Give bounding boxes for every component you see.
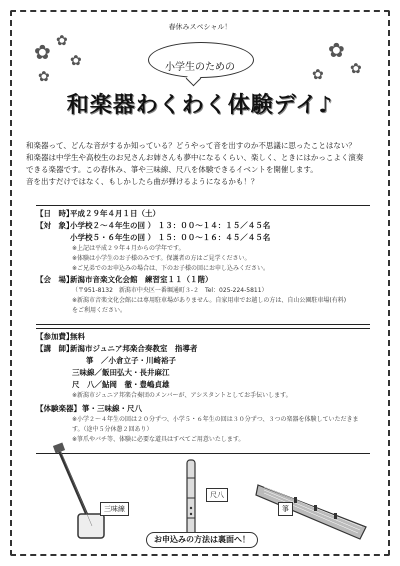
koto-label: 箏 (278, 502, 293, 516)
details-block-main (36, 205, 370, 325)
venue-address: （〒951-8132 新潟市中央区一番堀通町３-２ Tel：025-224-5811） (72, 287, 268, 294)
venue-note: をご利用ください。 (72, 307, 127, 314)
flower-icon: ✿ (328, 38, 345, 62)
shakuhachi-label: 尺八 (206, 488, 228, 502)
target-label: 【対 象】 (36, 221, 74, 230)
intro-line: できる楽器です。この春休み、箏や三味線、尺八を体験できるイベントを開催します。 (26, 165, 318, 174)
venue-note: ※新潟市音楽文化会館には専用駐車場がありません。自家用車でお越しの方は、自山公園駐車場(有料) (72, 297, 347, 304)
instrument-label: 【体験楽器】 (36, 404, 81, 413)
flower-icon: ✿ (312, 67, 324, 83)
koto-icon (254, 465, 374, 545)
target-note: ※ご兄弟でのお申込みの場合は、下のお子様の回にお申し込みください。 (72, 265, 270, 272)
fee-value: 無料 (70, 332, 85, 341)
target-session-2: 小学校５・６年生の回 ） １５：００～１６：４５／４５名 (70, 233, 271, 242)
fee-label: 【参加費】 (36, 332, 74, 341)
instrument-value: 箏・三味線・尺八 (82, 404, 142, 413)
instrument-note: ※箏爪やバチ等、体験に必要な道具はすべてご用意いたします。 (72, 436, 245, 443)
flower-icon: ✿ (34, 40, 51, 64)
teacher-label: 【講 師】 (36, 344, 74, 353)
intro-line: 和楽器は中学生や高校生のお兄さんお姉さんも夢中になるくらい、楽しく、ときにはかっこよく演奏 (26, 153, 364, 162)
spring-special-label: 春休みスペシャル！ (168, 23, 232, 31)
intro-line: 和楽器って、どんな音がするか知っている？どうやって音を出すのか不思議に思ったことはない？ (26, 141, 356, 150)
instrument-note: ※小学２～４年生の回は２０分ずつ、小学５・６年生の回は３０分ずつ、３つの楽器を体験していただきま (72, 416, 359, 423)
flower-icon: ✿ (350, 61, 362, 77)
teacher-note: ※新潟市ジュニア邦楽合奏団のメンバーが、アシスタントとしてお手伝いします。 (72, 392, 292, 399)
intro-line: 音を出すだけではなく、もしかしたら曲が弾けるようになるかも！？ (26, 177, 259, 186)
flyer-page (10, 10, 390, 556)
target-note: ※上記は平成２９年４月からの学年です。 (72, 245, 185, 252)
page-title: 和楽器わくわく体験デイ♪ (66, 93, 334, 118)
venue-label: 【会 場】 (36, 275, 74, 284)
teacher-value: 新潟市ジュニア邦楽合奏教室 指導者 (70, 344, 198, 353)
intro-paragraph (26, 140, 376, 188)
flower-icon: ✿ (38, 69, 50, 85)
venue-value: 新潟市音楽文化会館 練習室１１（１階） (70, 275, 213, 284)
flower-icon: ✿ (70, 53, 82, 69)
date-value: 平成２９年４月１日（土） (70, 209, 160, 218)
instrument-note: す。（途中５分休憩２回あり） (72, 426, 153, 433)
target-note: ※体験は小学生のお子様のみです。保護者の方はご見学ください。 (72, 255, 251, 262)
teacher-koto: 箏 ／小倉立子・川崎裕子 (86, 356, 176, 365)
shamisen-label: 三味線 (100, 502, 129, 516)
details-block-extra (36, 328, 370, 454)
date-label: 【日 時】 (36, 209, 74, 218)
shamisen-icon (48, 442, 118, 542)
flower-icon: ✿ (56, 33, 68, 49)
for-kids-label: 小学生のための (165, 62, 235, 73)
teacher-shakuhachi: 尺 八／鮎岡 徹・豊嶋貞雄 (72, 380, 170, 389)
target-session-1: 小学校２～４年生の回 ） １３：００～１４：１５／４５名 (70, 221, 271, 230)
application-info-note: お申込みの方法は裏面へ！ (146, 532, 258, 548)
teacher-shamisen: 三味線／飯田弘大・長井麻江 (72, 368, 170, 377)
